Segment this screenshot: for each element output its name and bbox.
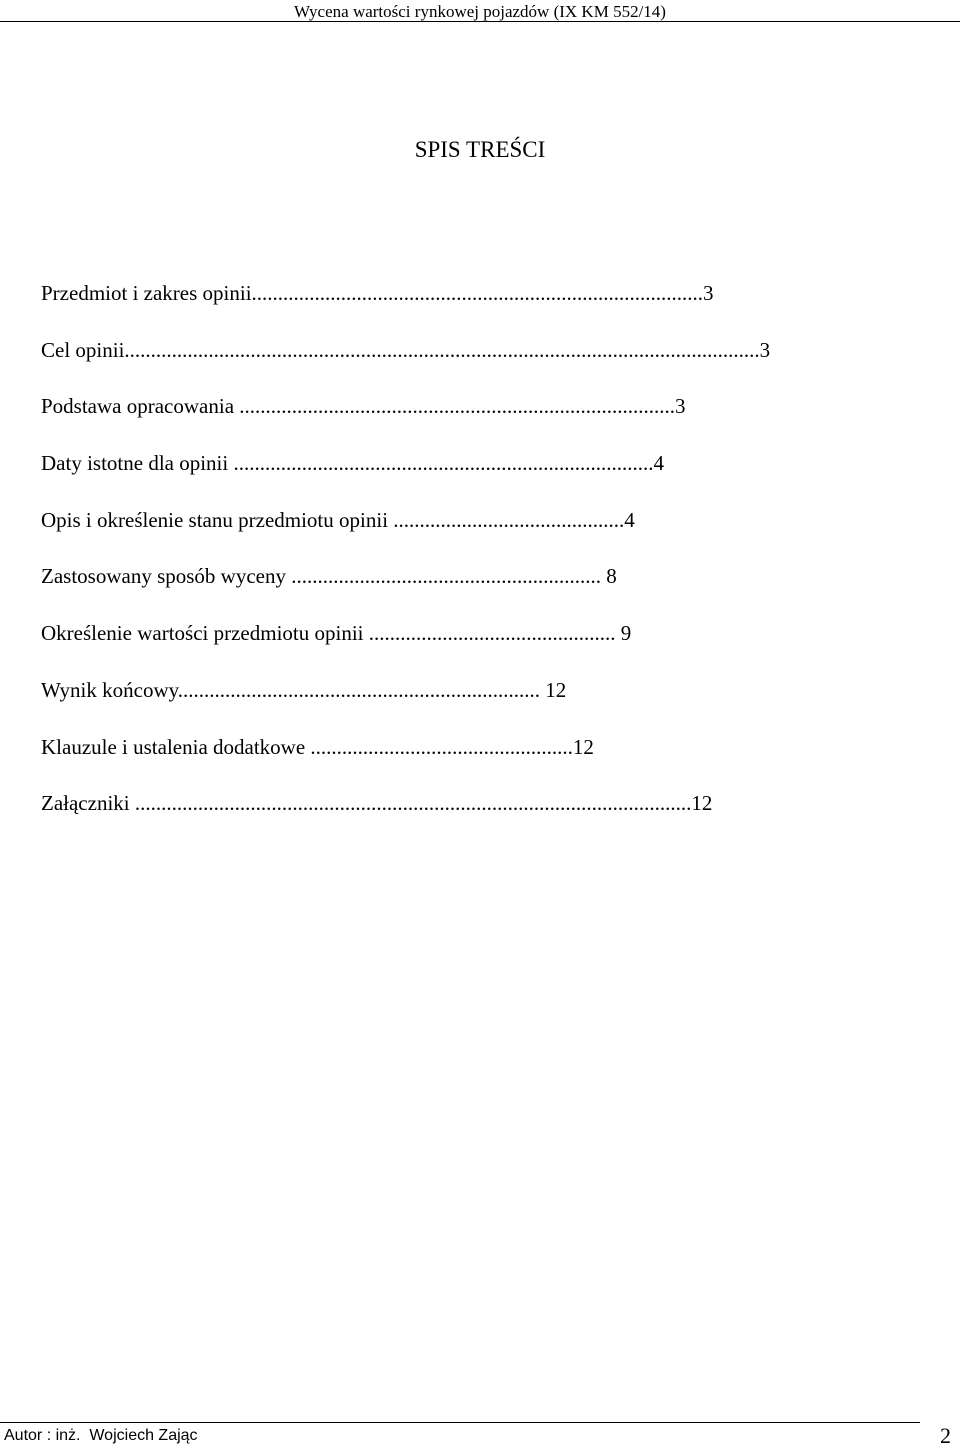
toc-entry: Klauzule i ustalenia dodatkowe ..................................................12 xyxy=(41,734,594,759)
page-number: 2 xyxy=(940,1423,951,1448)
toc-list xyxy=(41,279,891,846)
footer-divider xyxy=(0,1422,920,1423)
toc-entry: Wynik końcowy..................................................................... 12 xyxy=(41,677,567,702)
toc-entry: Daty istotne dla opinii ................................................................................4 xyxy=(41,451,664,476)
toc-title: SPIS TREŚCI xyxy=(414,137,546,162)
footer-author: Autor : inż. Wojciech Zając xyxy=(4,1427,198,1444)
toc-entry: Cel opinii.........................................................................................................................3 xyxy=(41,337,771,362)
toc-entry: Podstawa opracowania ...................................................................................3 xyxy=(41,394,686,419)
running-header: Wycena wartości rynkowej pojazdów (IX KM 552/14) xyxy=(294,2,666,21)
toc-entry: Załączniki ..........................................................................................................12 xyxy=(41,791,713,816)
header-divider xyxy=(0,21,960,22)
toc-entry: Zastosowany sposób wyceny ........................................................... 8 xyxy=(41,564,617,589)
toc-entry: Opis i określenie stanu przedmiotu opinii ............................................4 xyxy=(41,507,635,532)
toc-entry: Przedmiot i zakres opinii......................................................................................3 xyxy=(41,281,714,305)
toc-entry: Określenie wartości przedmiotu opinii ............................................... 9 xyxy=(41,621,632,646)
